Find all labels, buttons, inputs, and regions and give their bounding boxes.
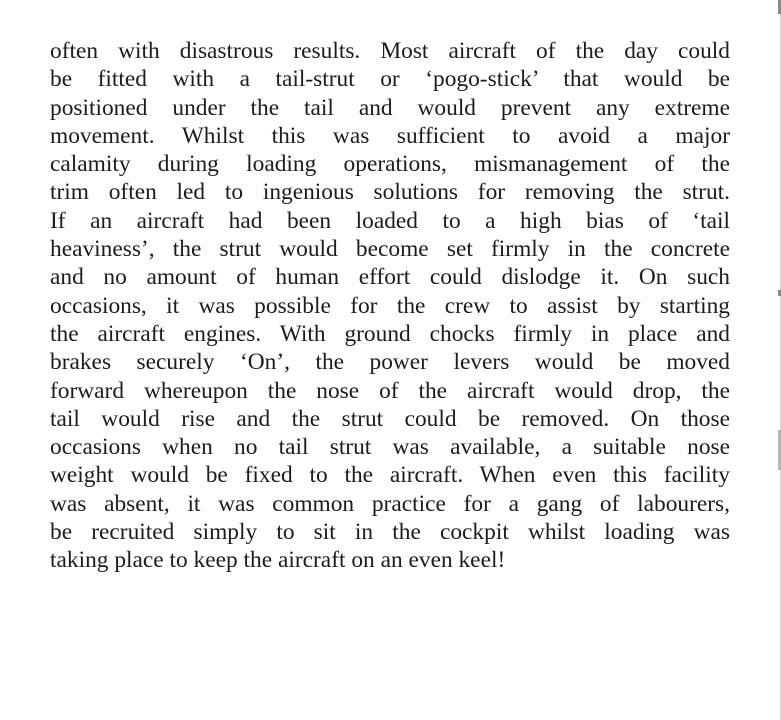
text-line: forward whereupon the nose of the aircraft would drop, the: [50, 377, 730, 404]
text-line: weight would be fixed to the aircraft. When even this facility: [50, 462, 730, 489]
text-line: If an aircraft had been loaded to a high bias of ‘tail: [50, 207, 730, 234]
text-line: calamity during loading operations, mismanagement of the: [50, 151, 730, 178]
text-line: movement. Whilst this was sufficient to avoid a major: [50, 122, 730, 149]
text-line: occasions, it was possible for the crew to assist by starting: [50, 292, 730, 319]
text-line: trim often led to ingenious solutions for removing the strut.: [50, 179, 730, 206]
body-paragraph: [50, 37, 730, 575]
text-line: brakes securely ‘On’, the power levers would be moved: [50, 349, 730, 376]
text-line: positioned under the tail and would prevent any extreme: [50, 94, 730, 121]
text-line: the aircraft engines. With ground chocks firmly in place and: [50, 320, 730, 347]
text-line: often with disastrous results. Most aircraft of the day could: [50, 38, 730, 64]
text-line: occasions when no tail strut was available, a suitable nose: [50, 434, 730, 461]
text-line: be recruited simply to sit in the cockpit whilst loading was: [50, 519, 730, 546]
text-line: and no amount of human effort could dislodge it. On such: [50, 264, 730, 291]
text-line: tail would rise and the strut could be removed. On those: [50, 405, 730, 432]
text-line: be fitted with a tail-strut or ‘pogo-stick’ that would be: [50, 66, 730, 93]
text-line: was absent, it was common practice for a gang of labourers,: [50, 490, 730, 517]
text-line: taking place to keep the aircraft on an even keel!: [50, 547, 506, 574]
text-line: heaviness’, the strut would become set firmly in the concrete: [50, 236, 730, 263]
